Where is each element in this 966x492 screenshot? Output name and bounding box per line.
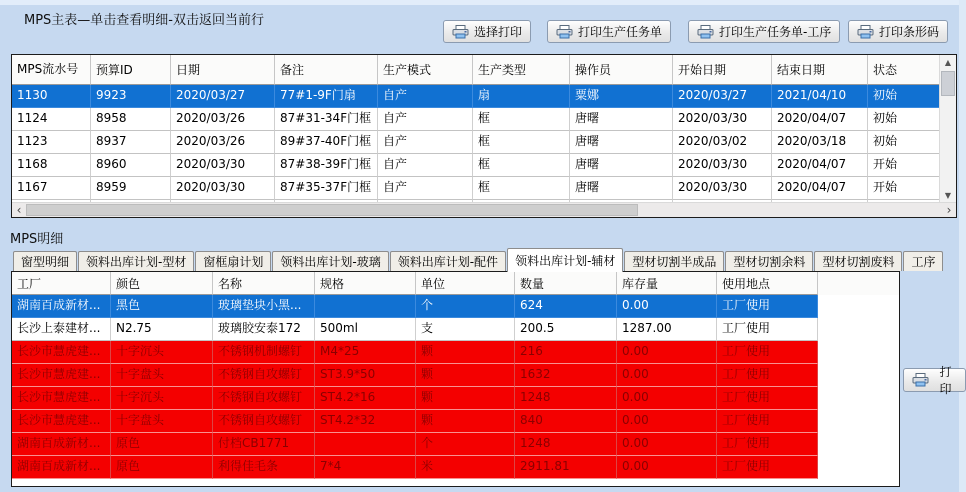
master-cell: 2020/03/26 — [171, 108, 275, 131]
master-cell: 1168 — [12, 154, 91, 177]
detail-cell: 长沙市慧虎建... — [12, 341, 111, 364]
detail-row-filler — [818, 295, 899, 318]
detail-cell: 不锈钢自攻螺钉 — [213, 410, 315, 433]
detail-cell: 1287.00 — [617, 318, 717, 341]
master-table-row[interactable] — [12, 108, 940, 131]
detail-panel-title: MPS明细 — [10, 232, 64, 247]
button-label: 选择打印 — [474, 25, 523, 39]
master-column-header[interactable]: 生产类型 — [473, 55, 570, 85]
detail-cell: 原色 — [111, 456, 213, 479]
button-label: 打印生产任务单 — [578, 25, 663, 39]
detail-cell: 长沙市慧虎建... — [12, 364, 111, 387]
detail-cell: 原色 — [111, 433, 213, 456]
master-cell: 框 — [473, 131, 570, 154]
detail-tab-1[interactable]: 窗型明细 — [13, 251, 77, 271]
detail-table-row[interactable] — [12, 341, 899, 364]
button-label: 打印生产任务单-工序 — [719, 25, 832, 39]
detail-cell: 工厂使用 — [717, 456, 818, 479]
detail-cell: 支 — [416, 318, 515, 341]
master-cell: 2020/04/07 — [772, 108, 868, 131]
master-cell: 唐曙 — [570, 177, 673, 200]
detail-cell: 200.5 — [515, 318, 617, 341]
detail-cell: 0.00 — [617, 410, 717, 433]
master-cell: 2020/03/30 — [171, 154, 275, 177]
master-cell: 87#38-39F门框 — [275, 154, 378, 177]
master-cell: 初始 — [868, 108, 940, 131]
master-cell: 2021/04/10 — [772, 85, 868, 108]
detail-cell: 长沙上泰建材... — [12, 318, 111, 341]
detail-cell: 0.00 — [617, 456, 717, 479]
detail-cell: 1632 — [515, 364, 617, 387]
detail-cell: 利得佳毛条 — [213, 456, 315, 479]
master-cell: 2020/03/30 — [673, 177, 772, 200]
detail-cell: 0.00 — [617, 341, 717, 364]
printer-icon — [452, 25, 469, 39]
detail-table-body — [12, 272, 899, 486]
master-cell: 2020/04/07 — [772, 177, 868, 200]
master-table-row[interactable] — [12, 154, 940, 177]
master-cell: 2020/03/30 — [673, 154, 772, 177]
detail-table-row[interactable] — [12, 456, 899, 479]
detail-column-header[interactable]: 数量 — [515, 272, 617, 295]
detail-column-header[interactable]: 使用地点 — [717, 272, 818, 295]
master-column-header[interactable]: 操作员 — [570, 55, 673, 85]
detail-column-header[interactable]: 规格 — [315, 272, 416, 295]
detail-cell: 工厂使用 — [717, 341, 818, 364]
detail-cell — [315, 433, 416, 456]
detail-column-header[interactable]: 工厂 — [12, 272, 111, 295]
detail-row-filler — [818, 318, 899, 341]
master-cell: 自产 — [378, 85, 473, 108]
master-cell: 自产 — [378, 131, 473, 154]
master-print-button-4[interactable] — [848, 20, 948, 43]
detail-cell: ST4.2*16 — [315, 387, 416, 410]
master-cell: 87#31-34F门框 — [275, 108, 378, 131]
detail-cell: ST4.2*32 — [315, 410, 416, 433]
master-cell: 1130 — [12, 85, 91, 108]
master-cell: 8937 — [91, 131, 171, 154]
master-cell: 1167 — [12, 177, 91, 200]
detail-table-row[interactable] — [12, 318, 899, 341]
master-cell: 2020/03/27 — [171, 85, 275, 108]
detail-cell: 624 — [515, 295, 617, 318]
master-table — [11, 54, 957, 218]
master-cell: 89#37-40F门框 — [275, 131, 378, 154]
detail-cell: ST3.9*50 — [315, 364, 416, 387]
scroll-right-icon[interactable]: › — [946, 203, 952, 217]
master-header-row — [12, 55, 940, 85]
detail-cell: 216 — [515, 341, 617, 364]
master-cell: 自产 — [378, 154, 473, 177]
detail-cell: 2911.81 — [515, 456, 617, 479]
master-print-button-1[interactable] — [443, 20, 531, 43]
master-column-header[interactable]: 生产模式 — [378, 55, 473, 85]
master-cell: 框 — [473, 108, 570, 131]
detail-column-header[interactable]: 单位 — [416, 272, 515, 295]
detail-cell: 工厂使用 — [717, 295, 818, 318]
master-table-row[interactable] — [12, 131, 940, 154]
master-cell: 8959 — [91, 177, 171, 200]
detail-table-row[interactable] — [12, 364, 899, 387]
detail-row-filler — [818, 433, 899, 456]
master-cell: 唐曙 — [570, 154, 673, 177]
detail-cell: 工厂使用 — [717, 318, 818, 341]
master-horizontal-scrollbar[interactable] — [12, 202, 956, 217]
detail-cell: 不锈钢机制螺钉 — [213, 341, 315, 364]
button-label: 打印 — [939, 365, 952, 396]
detail-cell: 十字盘头 — [111, 364, 213, 387]
detail-row-filler — [818, 364, 899, 387]
master-cell: 唐曙 — [570, 131, 673, 154]
detail-cell: 长沙市慧虎建... — [12, 410, 111, 433]
detail-table-row[interactable] — [12, 387, 899, 410]
detail-table-row[interactable] — [12, 433, 899, 456]
master-table-body — [12, 55, 940, 203]
scroll-down-icon[interactable]: ▼ — [940, 188, 956, 203]
master-cell: 自产 — [378, 108, 473, 131]
detail-cell: N2.75 — [111, 318, 213, 341]
detail-tab-10[interactable]: 工序 — [903, 251, 943, 271]
vertical-scroll-thumb[interactable] — [941, 71, 955, 96]
master-cell: 2020/03/30 — [673, 108, 772, 131]
detail-cell: 个 — [416, 295, 515, 318]
master-column-header[interactable]: 开始日期 — [673, 55, 772, 85]
detail-cell: 7*4 — [315, 456, 416, 479]
printer-icon — [556, 25, 573, 39]
master-cell: 框 — [473, 154, 570, 177]
master-cell: 87#35-37F门框 — [275, 177, 378, 200]
detail-cell: 湖南百成新材... — [12, 433, 111, 456]
detail-cell: 玻璃垫块小黑... — [213, 295, 315, 318]
master-cell: 2020/03/26 — [171, 131, 275, 154]
detail-header-row — [12, 272, 899, 295]
master-cell: 扇 — [473, 85, 570, 108]
detail-row-filler — [818, 456, 899, 479]
button-label: 打印条形码 — [879, 25, 940, 39]
detail-tab-6[interactable]: 领料出库计划-辅材 — [507, 248, 623, 272]
detail-table-row[interactable] — [12, 410, 899, 433]
master-cell: 框 — [473, 177, 570, 200]
master-cell: 自产 — [378, 177, 473, 200]
detail-cell: 黑色 — [111, 295, 213, 318]
master-column-header[interactable]: 预算ID — [91, 55, 171, 85]
master-cell: 8960 — [91, 154, 171, 177]
master-cell: 77#1-9F门扇 — [275, 85, 378, 108]
master-print-button-2[interactable] — [547, 20, 671, 43]
detail-tab-9[interactable]: 型材切割废料 — [814, 251, 902, 271]
detail-cell: 米 — [416, 456, 515, 479]
master-cell: 8958 — [91, 108, 171, 131]
master-cell: 9923 — [91, 85, 171, 108]
detail-column-header[interactable]: 名称 — [213, 272, 315, 295]
master-cell: 2020/04/07 — [772, 154, 868, 177]
master-panel-title: MPS主表—单击查看明细-双击返回当前行 — [24, 13, 264, 28]
detail-column-header[interactable]: 库存量 — [617, 272, 717, 295]
master-table-row[interactable] — [12, 177, 940, 200]
master-cell: 开始 — [868, 177, 940, 200]
detail-cell: 0.00 — [617, 387, 717, 410]
detail-column-header[interactable]: 颜色 — [111, 272, 213, 295]
detail-cell: 颗 — [416, 364, 515, 387]
detail-row-filler — [818, 410, 899, 433]
detail-table-row[interactable] — [12, 295, 899, 318]
master-column-header[interactable]: 状态 — [868, 55, 940, 85]
detail-cell: 工厂使用 — [717, 433, 818, 456]
master-cell: 1123 — [12, 131, 91, 154]
master-cell: 唐曙 — [570, 108, 673, 131]
master-cell: 2020/03/27 — [673, 85, 772, 108]
printer-icon — [912, 373, 929, 387]
detail-tab-3[interactable]: 窗框扇计划 — [195, 251, 271, 271]
detail-cell: 个 — [416, 433, 515, 456]
detail-row-filler — [818, 341, 899, 364]
window-top-strip — [0, 0, 966, 5]
master-column-header[interactable]: 结束日期 — [772, 55, 868, 85]
window-right-strip — [959, 0, 966, 492]
detail-table — [11, 271, 900, 487]
detail-tab-5[interactable]: 领料出库计划-配件 — [390, 251, 506, 271]
detail-tab-4[interactable]: 领料出库计划-玻璃 — [272, 251, 388, 271]
detail-tab-8[interactable]: 型材切割余料 — [725, 251, 813, 271]
scroll-up-icon[interactable]: ▲ — [940, 55, 956, 70]
detail-cell: 不锈钢自攻螺钉 — [213, 364, 315, 387]
master-column-header[interactable]: MPS流水号 — [12, 55, 91, 85]
detail-cell: 颗 — [416, 387, 515, 410]
master-cell: 初始 — [868, 131, 940, 154]
detail-cell: 1248 — [515, 387, 617, 410]
detail-cell: 不锈钢自攻螺钉 — [213, 387, 315, 410]
detail-cell: 十字盘头 — [111, 410, 213, 433]
detail-row-filler — [818, 387, 899, 410]
master-cell: 粟娜 — [570, 85, 673, 108]
detail-tab-2[interactable]: 领料出库计划-型材 — [78, 251, 194, 271]
master-cell: 2020/03/30 — [171, 177, 275, 200]
detail-cell: 840 — [515, 410, 617, 433]
detail-cell: 0.00 — [617, 433, 717, 456]
detail-cell: 付档CB1771 — [213, 433, 315, 456]
detail-cell: M4*25 — [315, 341, 416, 364]
printer-icon — [697, 25, 714, 39]
detail-cell: 工厂使用 — [717, 364, 818, 387]
master-cell: 开始 — [868, 154, 940, 177]
detail-cell: 500ml — [315, 318, 416, 341]
detail-cell: 0.00 — [617, 295, 717, 318]
detail-cell: 十字沉头 — [111, 341, 213, 364]
master-cell: 2020/03/18 — [772, 131, 868, 154]
detail-print-button[interactable] — [903, 365, 966, 396]
detail-tab-strip — [13, 246, 944, 271]
master-cell: 1124 — [12, 108, 91, 131]
detail-cell — [315, 295, 416, 318]
scroll-left-icon[interactable]: ‹ — [16, 203, 22, 217]
detail-cell: 湖南百成新材... — [12, 456, 111, 479]
printer-icon — [857, 25, 874, 39]
master-table-row[interactable] — [12, 85, 940, 108]
detail-cell: 1248 — [515, 433, 617, 456]
master-cell: 2020/03/02 — [673, 131, 772, 154]
detail-cell: 玻璃胶安泰172 — [213, 318, 315, 341]
detail-cell: 颗 — [416, 410, 515, 433]
master-print-button-3[interactable] — [688, 20, 840, 43]
master-vertical-scrollbar[interactable] — [939, 55, 956, 203]
detail-tab-7[interactable]: 型材切割半成品 — [624, 251, 724, 271]
detail-cell: 工厂使用 — [717, 387, 818, 410]
detail-cell: 湖南百成新材... — [12, 295, 111, 318]
detail-cell: 0.00 — [617, 364, 717, 387]
master-column-header[interactable]: 日期 — [171, 55, 275, 85]
master-cell: 初始 — [868, 85, 940, 108]
master-column-header[interactable]: 备注 — [275, 55, 378, 85]
detail-cell: 颗 — [416, 341, 515, 364]
detail-cell: 工厂使用 — [717, 410, 818, 433]
horizontal-scroll-thumb[interactable] — [26, 204, 638, 216]
detail-cell: 十字沉头 — [111, 387, 213, 410]
detail-cell: 长沙市慧虎建... — [12, 387, 111, 410]
detail-header-filler — [818, 272, 899, 295]
